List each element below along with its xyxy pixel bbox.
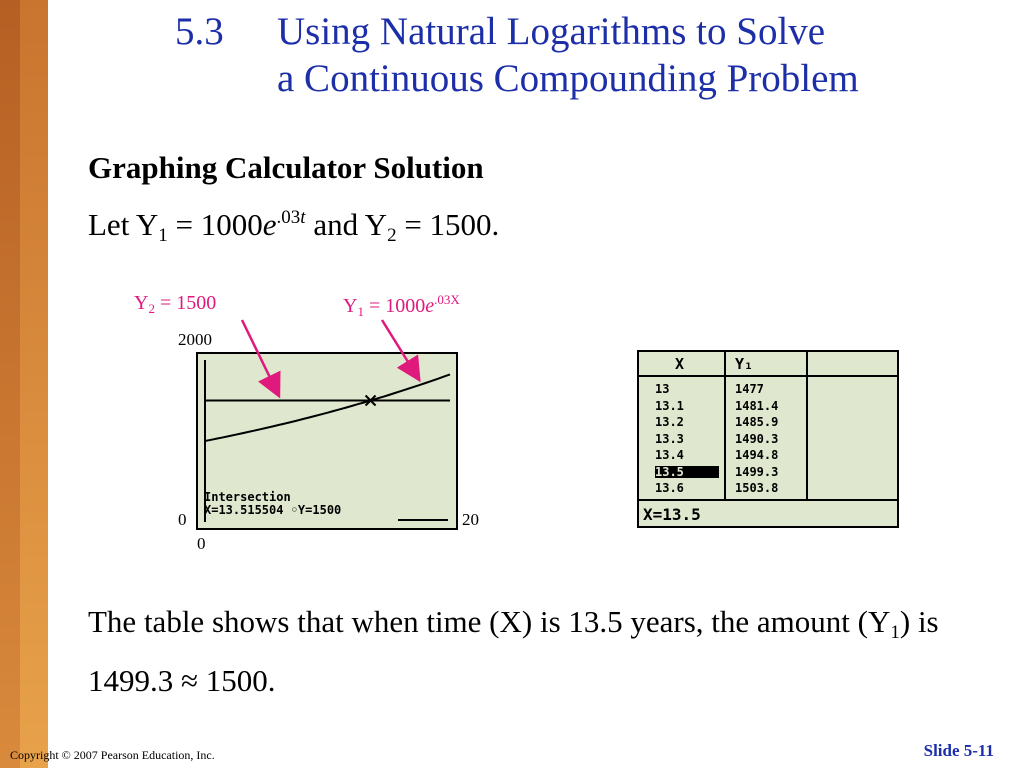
table-cell-y: 1503.8 [735,481,779,495]
graph-ymin-label: 0 [197,534,206,553]
graph-screen [196,352,458,530]
table-cell-x[interactable]: 13.1 [655,398,684,413]
table-cell-y: 1490.3 [735,431,779,446]
let-exp: .03 [276,207,301,228]
let-sub1: 1 [158,225,168,246]
table-cell-x[interactable]: 13.4 [655,448,684,462]
title-number: 5.3 [175,10,224,53]
title-line-2: a Continuous Compounding Problem [277,57,859,100]
table-cell-y: 1477 [735,382,764,396]
let-and: and Y [305,207,388,242]
y1-label-exp: .03X [434,292,460,307]
left-decorative-bar [0,0,48,768]
graph-xmax-label: 20 [462,510,479,529]
table-cell-y: 1481.4 [735,398,779,413]
y1-curve [205,374,450,441]
intersection-text [204,491,341,517]
intersection-label: Intersection [204,490,291,504]
let-eq2: = 1500. [396,207,500,242]
intersection-values: X=13.515504 ◦Y=1500 [204,503,342,517]
body-sub: 1 [890,622,900,643]
y1-label [343,292,460,320]
copyright: Copyright © 2007 Pearson Education, Inc. [10,748,215,762]
y1-label-e: e [425,295,435,317]
y1-label-prefix: Y [343,295,358,317]
table-cell-x[interactable]: 13.5 [655,466,719,478]
let-e: e [262,207,277,242]
y2-label-prefix: Y [134,292,149,314]
subheading: Graphing Calculator Solution [88,150,484,185]
y2-label [134,292,216,317]
table-screen [637,350,899,528]
body-text [88,598,968,705]
table-cell-x[interactable]: 13.6 [655,481,684,495]
let-exponent [277,207,306,228]
let-statement [88,207,499,247]
let-t: t [300,207,306,228]
slide-number: Slide 5-11 [923,741,994,760]
y1-label-rest: = 1000 [363,295,426,317]
let-prefix: Let Y [88,207,159,242]
let-eq1: = 1000 [167,207,263,242]
left-decorative-bar-dark [0,0,20,768]
y2-label-rest: = 1500 [154,292,217,314]
table-header-y: Y₁ [735,355,754,373]
graph-xmin-label: 0 [178,510,187,529]
table-cell-y: 1485.9 [735,415,779,429]
table-cell-x[interactable]: 13.3 [655,431,684,446]
body-part-2: ) is 1499.3 ≈ 1500. [88,604,939,698]
graph-ymax-label: 2000 [178,330,212,349]
table-header-x: X [675,355,685,373]
table-cell-x[interactable]: 13.2 [655,415,684,429]
table-cell-y: 1499.3 [735,464,779,479]
table-cell-y: 1494.8 [735,448,779,462]
table-cell-x[interactable]: 13 [655,382,670,396]
body-part-1: The table shows that when time (X) is 13.5 years, the amount (Y [88,604,891,639]
let-sub2: 2 [387,225,397,246]
y2-label-sub: 2 [148,301,155,316]
table-footer: X=13.5 [643,505,701,524]
y1-label-sub: 1 [357,304,364,319]
title-line-1: Using Natural Logarithms to Solve [277,10,826,53]
